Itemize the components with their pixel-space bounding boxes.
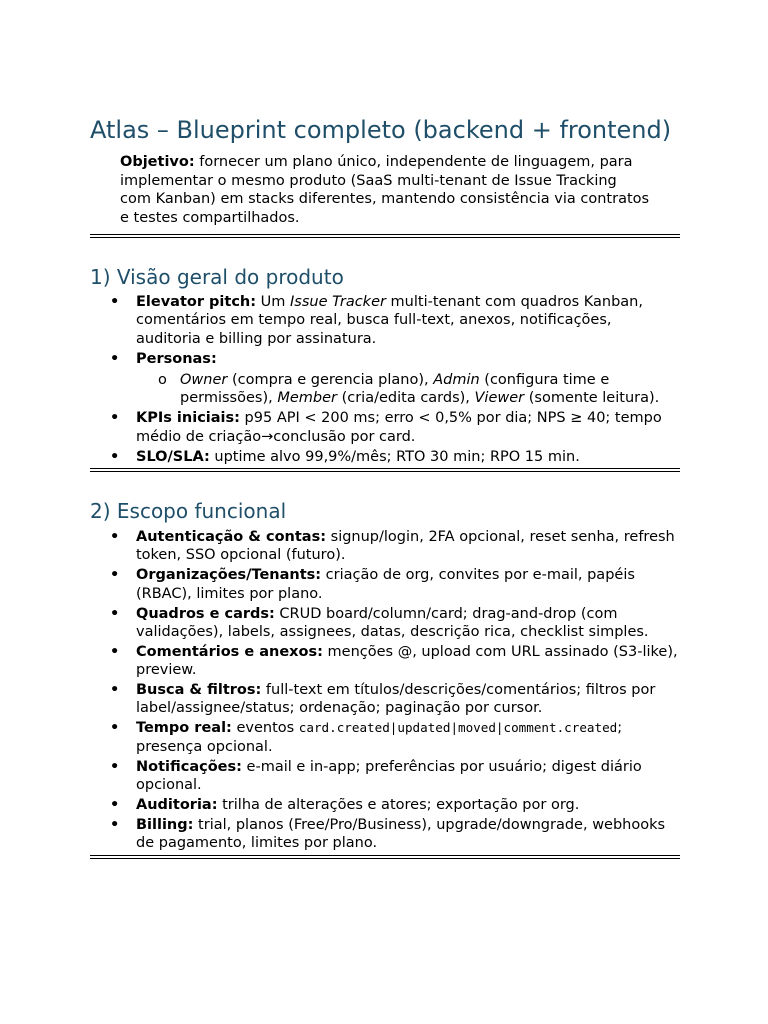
item-label: Billing: xyxy=(136,817,194,833)
persona-owner: Owner xyxy=(180,371,228,388)
persona-admin: Admin xyxy=(433,371,480,388)
scope-list xyxy=(90,528,680,853)
item-text: ; presença opcional. xyxy=(136,720,623,755)
list-item-audit xyxy=(90,796,680,814)
section-heading-scope: 2) Escopo funcional xyxy=(90,499,287,524)
item-text: signup/login, 2FA opcional, reset senha, refresh token, SSO opcional (futuro). xyxy=(136,529,675,564)
item-text: CRUD board/column/card; drag-and-drop (com validações), labels, assignees, datas, descrição rica, checklist simples. xyxy=(136,605,649,640)
list-item-personas xyxy=(90,350,680,408)
item-text: trilha de alterações e atores; exportação por org. xyxy=(217,797,580,814)
section-divider xyxy=(90,234,680,238)
list-item-realtime xyxy=(90,719,680,756)
item-emphasis: Issue Tracker xyxy=(290,294,386,310)
document-title: Atlas – Blueprint completo (backend + frontend) xyxy=(90,116,672,144)
list-item-notifications xyxy=(90,758,680,795)
item-text: p95 API < 200 ms; erro < 0,5% por dia; NPS ≥ 40; tempo médio de criação→conclusão por card. xyxy=(136,410,662,445)
item-text: e-mail e in-app; preferências por usuário; digest diário opcional. xyxy=(136,758,642,794)
item-text: full-text em títulos/descrições/comentários; filtros por label/assignee/status; ordenação; paginação por cursor. xyxy=(136,682,656,717)
sublist-item-personas xyxy=(136,371,680,408)
list-item-boards xyxy=(90,605,680,642)
item-label: Notificações: xyxy=(136,758,242,775)
item-label: Quadros e cards: xyxy=(136,605,275,622)
list-item-kpis xyxy=(90,409,680,446)
persona-desc: (compra e gerencia plano), xyxy=(227,371,434,388)
item-label: Busca & filtros: xyxy=(136,682,262,699)
item-label: Auditoria: xyxy=(136,797,218,814)
item-text: menções @, upload com URL assinado (S3-like), preview. xyxy=(136,643,678,679)
item-label: Elevator pitch: xyxy=(136,294,257,310)
item-label: KPIs iniciais: xyxy=(136,410,240,427)
item-label: SLO/SLA: xyxy=(136,448,210,465)
item-label: Personas: xyxy=(136,350,217,367)
list-item-search xyxy=(90,681,680,718)
list-item-billing xyxy=(90,816,680,853)
item-text: criação de org, convites por e-mail, papéis (RBAC), limites por plano. xyxy=(136,567,635,602)
list-item-slo xyxy=(90,448,680,466)
item-text: Um xyxy=(256,294,291,310)
personas-sublist xyxy=(136,371,680,408)
section-heading-overview: 1) Visão geral do produto xyxy=(90,265,344,289)
event-names-code: card.created|updated|moved|comment.created xyxy=(298,720,618,736)
document-page xyxy=(90,116,680,859)
item-label: Organizações/Tenants: xyxy=(136,567,322,584)
item-text: multi-tenant com quadros Kanban, comentários em tempo real, busca full-text, anexos, notificações, auditoria e billing por assinatura. xyxy=(136,294,643,347)
item-label: Comentários e anexos: xyxy=(136,643,323,660)
objective-paragraph xyxy=(120,153,650,227)
item-text: trial, planos (Free/Pro/Business), upgrade/downgrade, webhooks de pagamento, limites por plano. xyxy=(136,817,666,852)
section-divider xyxy=(90,468,680,472)
item-text: uptime alvo 99,9%/mês; RTO 30 min; RPO 15 min. xyxy=(209,448,580,465)
persona-desc: (somente leitura). xyxy=(524,390,660,407)
persona-viewer: Viewer xyxy=(474,390,525,407)
list-item-comments xyxy=(90,643,680,680)
objective-text: fornecer um plano único, independente de linguagem, para implementar o mesmo produto (SaaS multi-tenant de Issue Tracking com Kanban) em stacks diferentes, mantendo consistência via contratos e testes compartilhados. xyxy=(120,154,650,226)
list-item-auth xyxy=(90,528,680,565)
persona-desc: (configura time e permissões), xyxy=(180,371,610,407)
item-text: eventos xyxy=(231,720,299,737)
section-divider xyxy=(90,855,680,859)
objective-label: Objetivo: xyxy=(120,154,195,170)
persona-member: Member xyxy=(277,390,337,407)
persona-desc: (cria/edita cards), xyxy=(336,390,475,407)
item-label: Autenticação & contas: xyxy=(136,529,327,546)
list-item-elevator-pitch xyxy=(90,293,680,348)
overview-list xyxy=(90,293,680,466)
item-label: Tempo real: xyxy=(136,720,232,737)
list-item-orgs xyxy=(90,566,680,603)
